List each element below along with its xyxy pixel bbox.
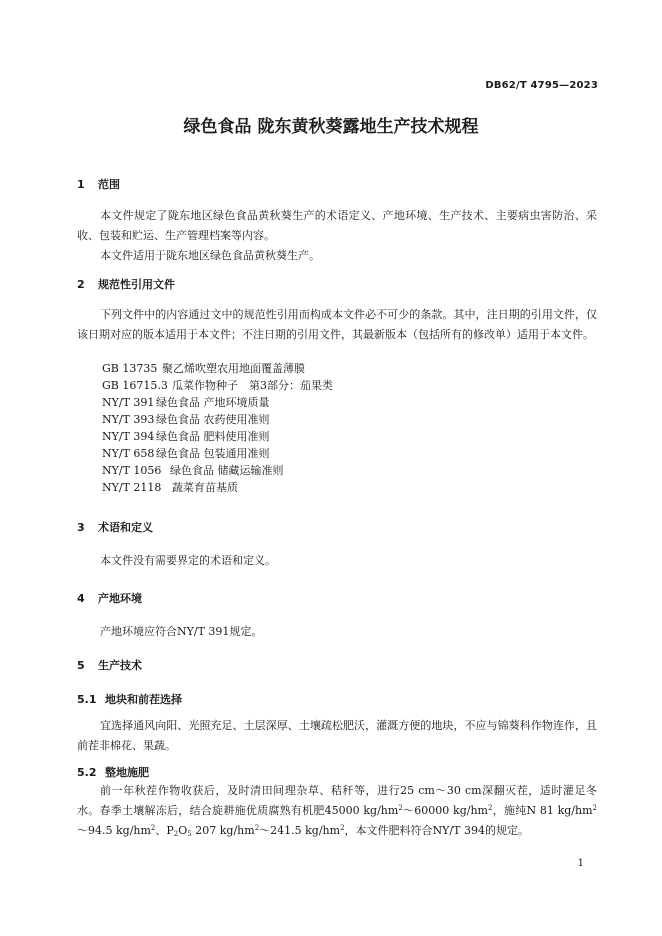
- text-run: 前一年秋茬作物收获后，及时清田间理杂草、秸秆等，进行25 cm～30 cm深翻灭茬，适时灌足冬水。春季土壤解冻后，结合旋耕施优质腐熟有机肥45000 kg/hm: [77, 784, 597, 817]
- reference-code: NY/T 391: [102, 396, 155, 409]
- section-number: 4: [77, 592, 85, 605]
- section-5-1-paragraph-1: 宜选择通风向阳、光照充足、土层深厚、土壤疏松肥沃，灌溉方便的地块，不应与锦葵科作物连作，且前茬非棉花、果蔬。: [77, 719, 597, 752]
- text-run: ，施纯N 81 kg/hm: [492, 804, 593, 817]
- reference-item: [102, 428, 270, 445]
- page-number: 1: [577, 858, 584, 869]
- superscript: 2: [592, 804, 597, 812]
- reference-item: [102, 394, 270, 411]
- document-title: 绿色食品 陇东黄秋葵露地生产技术规程: [183, 117, 479, 137]
- section-1-paragraph-1: 本文件规定了陇东地区绿色食品黄秋葵生产的术语定义、产地环境、生产技术、主要病虫害防治、采收、包装和贮运、生产管理档案等内容。: [77, 209, 597, 242]
- section-number: 5.2: [77, 766, 97, 779]
- section-2-heading: [77, 276, 175, 292]
- reference-name: 聚乙烯吹塑农用地面覆盖薄膜: [162, 362, 305, 375]
- superscript: 2: [340, 824, 345, 832]
- text-run: 207 kg/hm: [191, 824, 255, 837]
- superscript: 2: [254, 824, 260, 832]
- text-run: ～241.5 kg/hm: [259, 824, 341, 837]
- section-5-2-paragraph-1: [77, 781, 597, 841]
- section-number: 2: [77, 278, 85, 291]
- reference-name: 绿色食品 肥料使用准则: [156, 430, 270, 443]
- reference-item: [102, 479, 238, 496]
- subscript: 2: [173, 830, 179, 838]
- section-title: 产地环境: [98, 592, 142, 605]
- section-4-paragraph-1: 产地环境应符合NY/T 391规定。: [100, 625, 263, 638]
- text-run: ，本文件肥料符合NY/T 394的规定。: [344, 824, 529, 837]
- superscript: 2: [150, 824, 156, 832]
- text-run: ～60000 kg/hm: [402, 804, 488, 817]
- section-title: 地块和前茬选择: [105, 693, 182, 706]
- reference-name: 绿色食品 包装通用准则: [156, 447, 270, 460]
- section-3-heading: [77, 519, 153, 535]
- section-number: 3: [77, 521, 85, 534]
- section-title: 术语和定义: [98, 521, 153, 534]
- section-title: 范围: [98, 178, 120, 191]
- section-1-paragraph-2: 本文件适用于陇东地区绿色食品黄秋葵生产。: [100, 249, 320, 262]
- reference-name: 瓜菜作物种子 第3部分：茄果类: [172, 379, 333, 392]
- reference-name: 绿色食品 储藏运输准则: [170, 464, 284, 477]
- reference-name: 蔬菜育苗基质: [172, 481, 238, 494]
- reference-code: NY/T 658: [102, 447, 155, 460]
- reference-name: 绿色食品 产地环境质量: [156, 396, 270, 409]
- text-run: ～94.5 kg/hm: [77, 824, 151, 837]
- reference-code: NY/T 393: [102, 413, 155, 426]
- document-code: DB62/T 4795—2023: [485, 80, 598, 91]
- subscript: 5: [187, 830, 192, 838]
- section-3-paragraph-1: 本文件没有需要界定的术语和定义。: [100, 554, 276, 567]
- section-5-2-heading: [77, 764, 149, 780]
- reference-item: [102, 445, 270, 462]
- reference-code: NY/T 1056: [102, 464, 162, 477]
- section-5-heading: [77, 657, 142, 673]
- reference-code: GB 16715.3: [102, 379, 168, 392]
- superscript: 2: [398, 804, 403, 812]
- text-run: O: [178, 824, 188, 837]
- section-number: 5: [77, 659, 85, 672]
- reference-code: GB 13735: [102, 362, 158, 375]
- reference-item: [102, 377, 333, 394]
- section-2-paragraph-1: 下列文件中的内容通过文中的规范性引用而构成本文件必不可少的条款。其中，注日期的引用文件，仅该日期对应的版本适用于本文件；不注日期的引用文件，其最新版本（包括所有的修改单）适用于本文件。: [77, 308, 597, 341]
- section-5-1-heading: [77, 691, 182, 707]
- superscript: 2: [487, 804, 493, 812]
- section-1-heading: [77, 176, 120, 192]
- reference-code: NY/T 394: [102, 430, 155, 443]
- section-number: 1: [77, 178, 85, 191]
- reference-item: [102, 411, 270, 428]
- section-number: 5.1: [77, 693, 97, 706]
- section-title: 生产技术: [98, 659, 142, 672]
- section-title: 规范性引用文件: [98, 278, 175, 291]
- section-4-heading: [77, 590, 142, 606]
- reference-name: 绿色食品 农药使用准则: [156, 413, 270, 426]
- section-title: 整地施肥: [105, 766, 149, 779]
- reference-code: NY/T 2118: [102, 481, 162, 494]
- text-run: 、P: [155, 824, 174, 837]
- reference-item: [102, 462, 284, 479]
- reference-item: [102, 360, 305, 377]
